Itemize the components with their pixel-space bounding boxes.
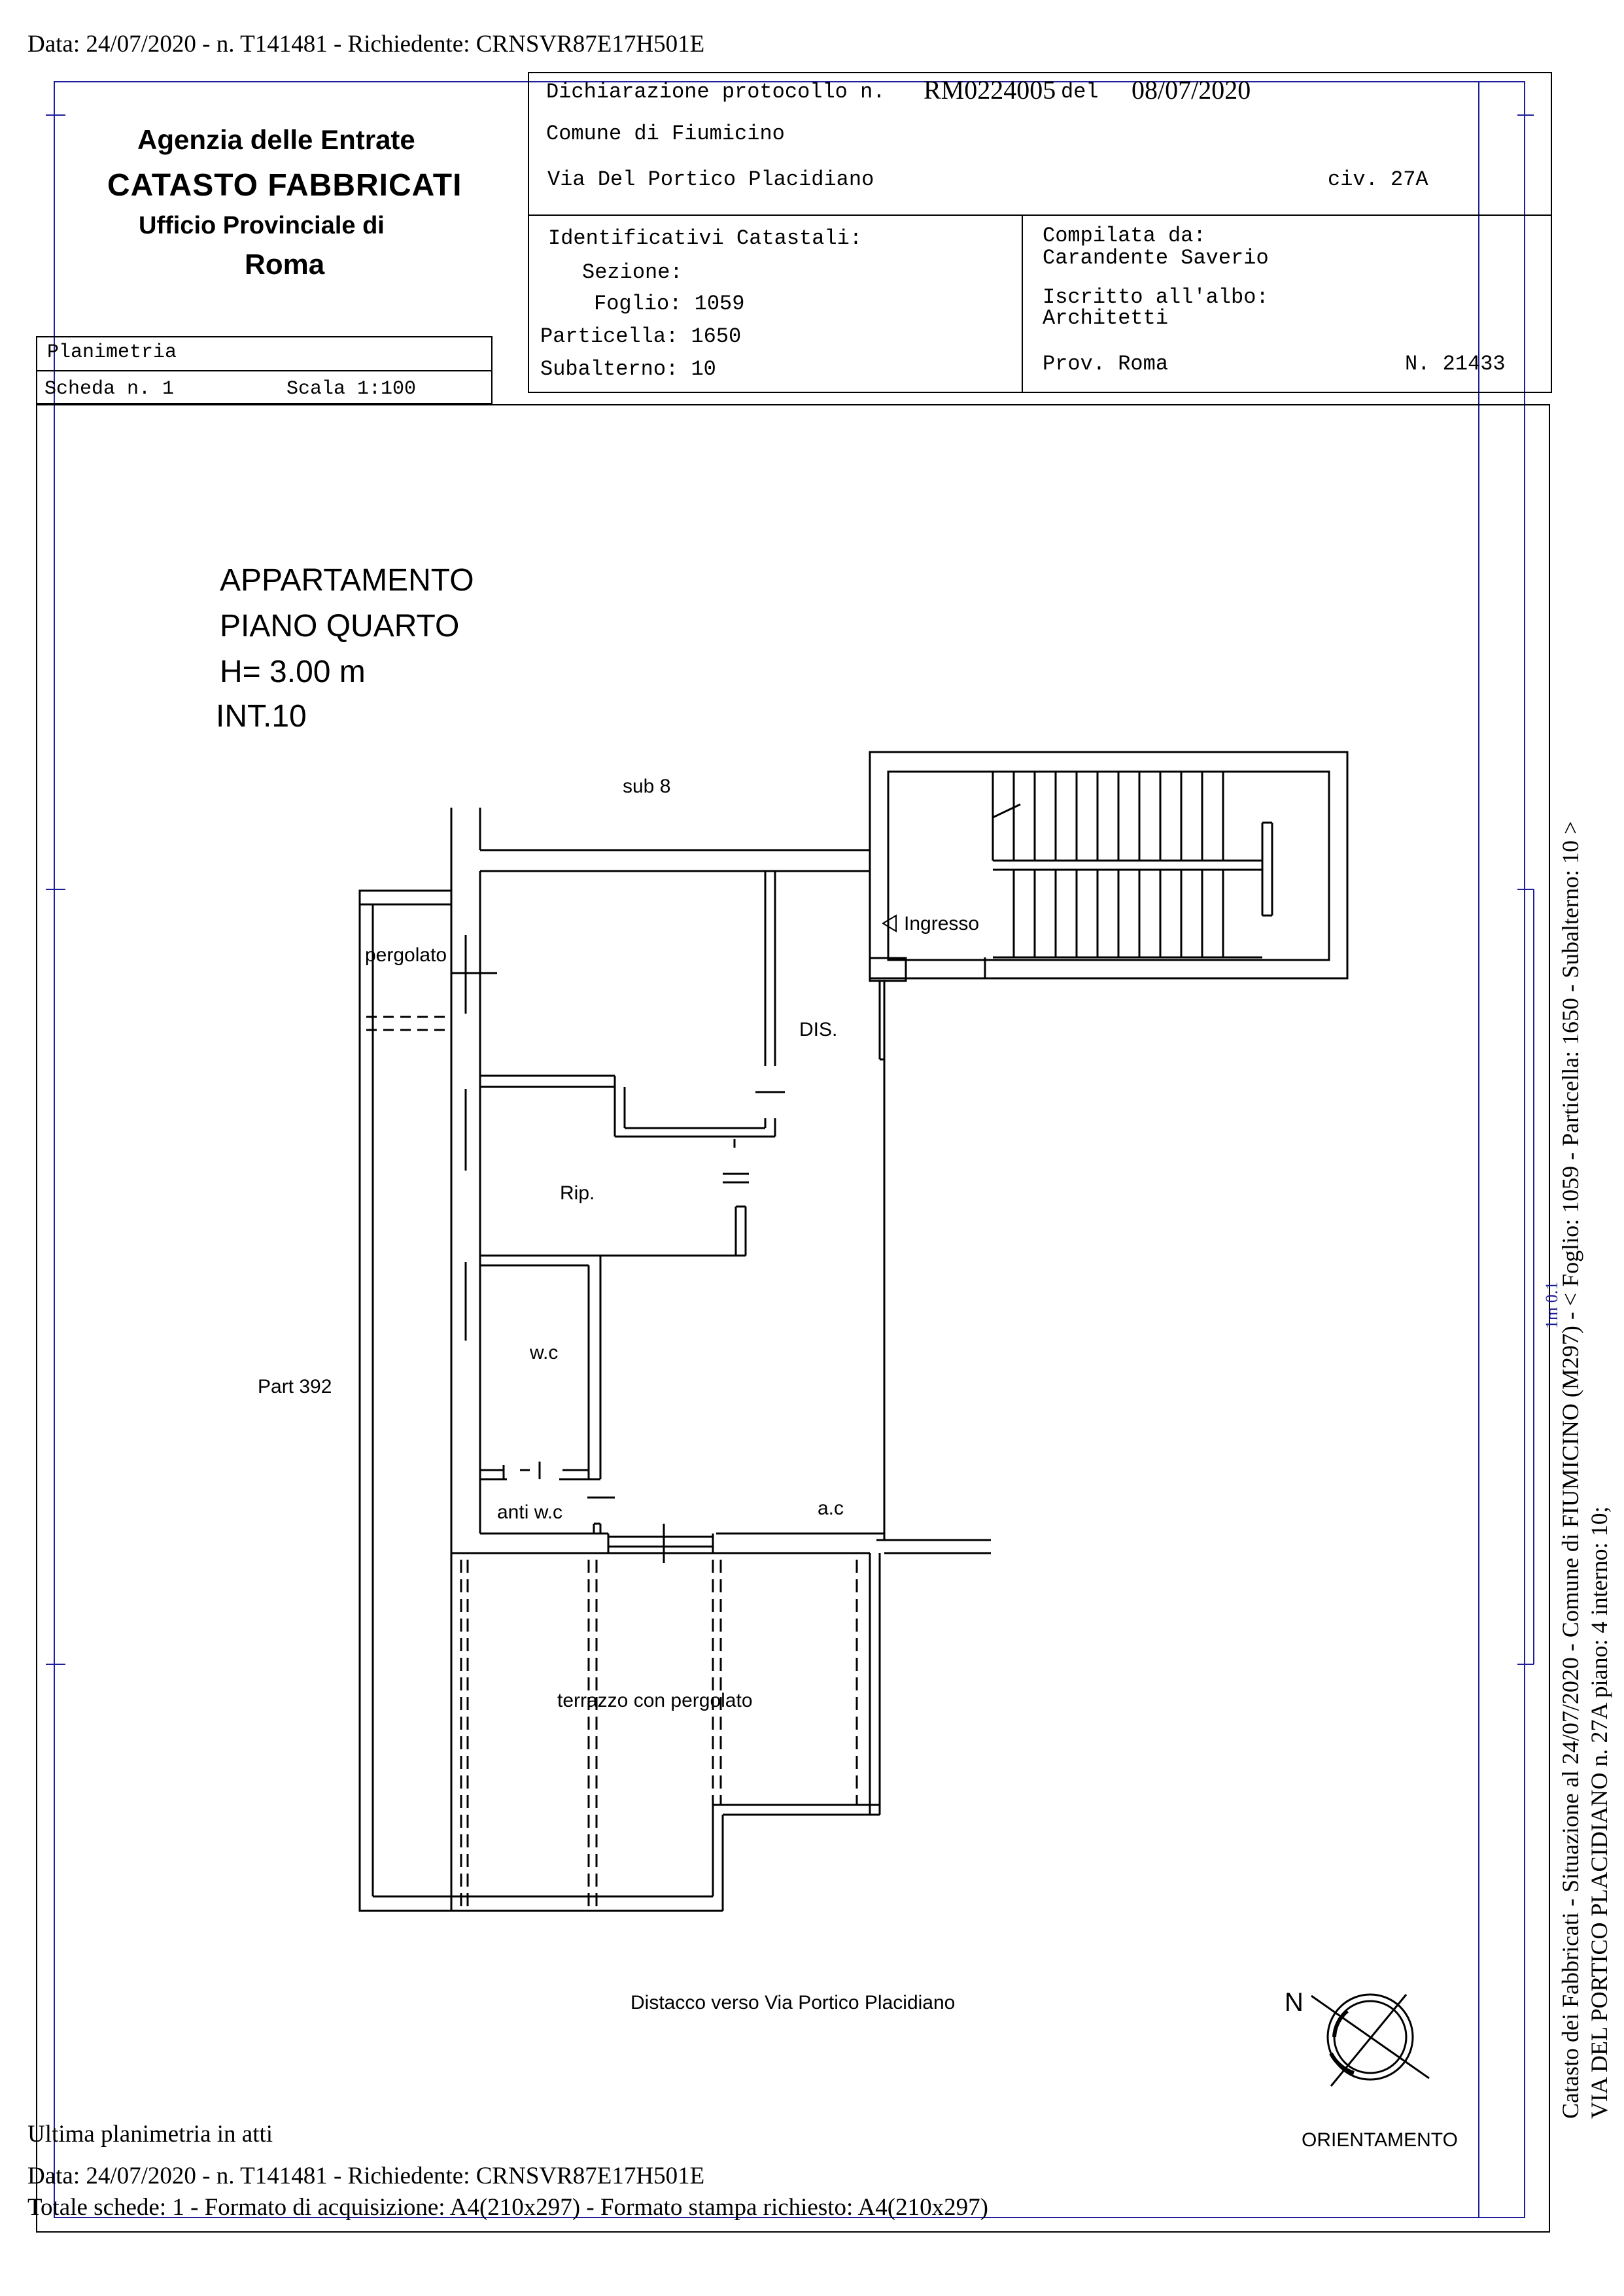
side-cadastral-info: Catasto dei Fabbricati - Situazione al 24/07/2020 - Comune di FIUMICINO (M297) - < Foglio: 1059 - Particella: 1650 - Subalterno: 10 >: [1557, 821, 1583, 2119]
comune: Comune di Fiumicino: [546, 122, 785, 146]
sezione: Sezione:: [582, 260, 683, 284]
label-ingresso: Ingresso: [904, 913, 980, 934]
plan-height: H= 3.00 m: [220, 655, 366, 689]
protocol-number: RM0224005: [924, 75, 1056, 105]
registration-number: N. 21433: [1405, 352, 1506, 376]
ufficio-city: Roma: [245, 248, 325, 281]
label-anti-wc: anti w.c: [497, 1501, 563, 1523]
particella: Particella: 1650: [540, 324, 742, 349]
side-stamp: 1m 0.1: [1542, 1281, 1561, 1329]
label-wc: w.c: [530, 1342, 559, 1363]
civic-number: civ. 27A: [1328, 167, 1428, 192]
top-header-text: Data: 24/07/2020 - n. T141481 - Richiedente: CRNSVR87E17H501E: [27, 31, 705, 58]
albo-value: Architetti: [1043, 306, 1169, 330]
footer-data: Data: 24/07/2020 - n. T141481 - Richiedente: CRNSVR87E17H501E: [27, 2163, 705, 2189]
agency-name: Agenzia delle Entrate: [137, 124, 415, 155]
albo-label: Iscritto all'albo:: [1043, 285, 1269, 309]
orientation-label: ORIENTAMENTO: [1302, 2129, 1458, 2151]
compiled-by-label: Compilata da:: [1043, 224, 1206, 248]
entrance-arrow-icon: [883, 916, 896, 931]
compiler-name: Carandente Saverio: [1043, 246, 1269, 270]
label-distacco: Distacco verso Via Portico Placidiano: [631, 1992, 956, 2013]
label-disimpegno: DIS.: [799, 1019, 838, 1040]
label-ac: a.c: [818, 1498, 844, 1519]
footer-totale: Totale schede: 1 - Formato di acquisizione: A4(210x297) - Formato stampa richiesto: A4(210x297): [27, 2194, 988, 2221]
address: Via Del Portico Placidiano: [547, 167, 874, 192]
label-ripostiglio: Rip.: [560, 1182, 595, 1204]
sheet-scale: Scala 1:100: [286, 378, 417, 400]
ufficio-label: Ufficio Provinciale di: [139, 212, 385, 239]
label-pergolato: pergolato: [365, 944, 447, 966]
side-address-info: VIA DEL PORTICO PLACIDIANO n. 27A piano: 4 interno: 10;: [1586, 1506, 1612, 2119]
plan-title: APPARTAMENTO: [220, 563, 474, 598]
foglio: Foglio: 1059: [594, 292, 745, 316]
label-part392: Part 392: [258, 1376, 332, 1397]
footer-ultima: Ultima planimetria in atti: [27, 2121, 273, 2148]
label-terrazzo: terrazzo con pergolato: [557, 1690, 753, 1711]
sheet-type: Planimetria: [47, 341, 177, 364]
label-sub8: sub 8: [623, 776, 671, 797]
protocol-del-label: del: [1061, 80, 1099, 104]
north-compass-icon: [1311, 1995, 1429, 2086]
catasto-title: CATASTO FABBRICATI: [107, 168, 462, 203]
sheet-number: Scheda n. 1: [44, 378, 175, 400]
protocol-date: 08/07/2020: [1132, 75, 1251, 105]
subalterno: Subalterno: 10: [540, 357, 716, 381]
identifiers-title: Identificativi Catastali:: [548, 226, 863, 250]
plan-interior: INT.10: [216, 699, 307, 734]
protocol-label: Dichiarazione protocollo n.: [546, 80, 886, 104]
plan-floor: PIANO QUARTO: [220, 609, 460, 643]
north-label: N: [1285, 1988, 1304, 2017]
province: Prov. Roma: [1043, 352, 1169, 376]
